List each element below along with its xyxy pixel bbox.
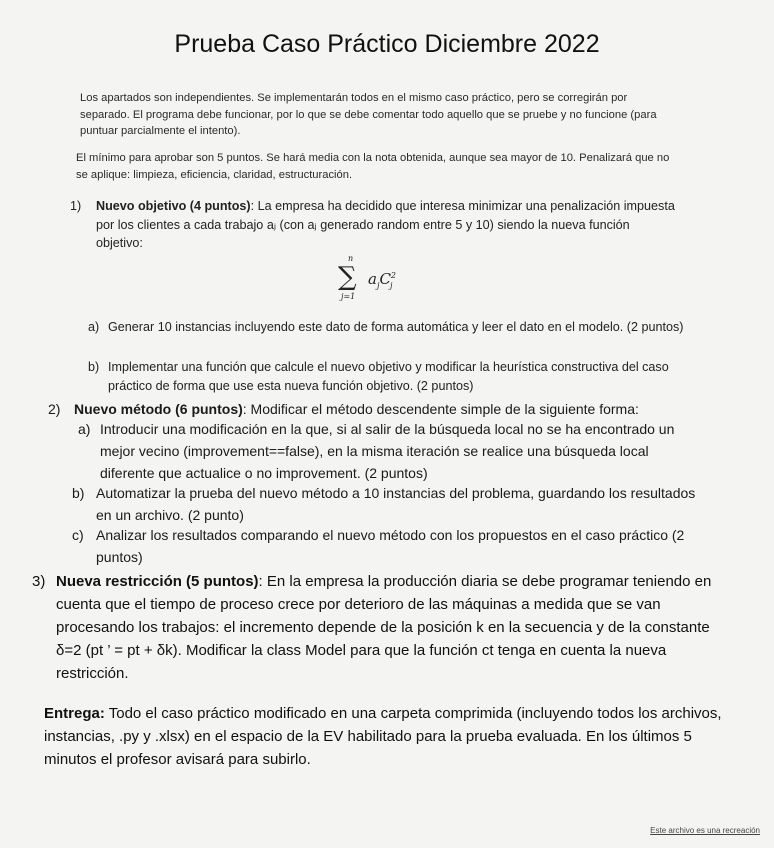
- q2-heading: Nuevo método (6 puntos): [74, 401, 243, 417]
- sum-upper-limit: n: [348, 254, 354, 263]
- q3-text: : En la empresa la producción diaria se debe programar teniendo en cuenta que el tiempo de proceso crece por deterioro de las máquinas a medida que se van procesando los trabajos: el incremento depende de la posición k en la secuencia y de la constante δ=2 (pt ’ = pt + δk). Modificar la class Model para que la función ct tenga en cuenta la nueva restricción.: [56, 573, 712, 682]
- q3-heading: Nueva restricción (5 puntos): [56, 573, 259, 590]
- q1b-label: b): [88, 360, 100, 374]
- delivery-heading: Entrega:: [44, 705, 105, 722]
- delivery-text: Todo el caso práctico modificado en una carpeta comprimida (incluyendo todos los archivos, instancias, .py y .xlsx) en el espacio de la EV habilitado para la prueba evaluada. En los últimos 5 minutos el profesor avisará para subirlo.: [44, 705, 722, 768]
- delivery-paragraph: [44, 702, 734, 771]
- footer-note: Este archivo es una recreación: [650, 826, 760, 835]
- q2c-text: Analizar los resultados comparando el nuevo método con los propuestos en el caso práctico (2 puntos): [96, 527, 685, 565]
- q2c-label: c): [72, 527, 84, 543]
- sum-lower-limit: j=1: [341, 292, 356, 301]
- q2a-label: a): [78, 421, 91, 437]
- q1a-label: a): [88, 320, 100, 334]
- q2-statement: [74, 398, 704, 420]
- q2-number: 2): [48, 401, 61, 417]
- q3-statement: [56, 570, 718, 685]
- q1-heading: Nuevo objetivo (4 puntos): [96, 199, 251, 213]
- intro-paragraph-1: Los apartados son independientes. Se implementarán todos en el mismo caso práctico, pero se corregirán por separado. El programa debe funcionar, por lo que se debe comentar todo aquello que se pruebe y no funcione (para puntuar parcialmente el intento).: [80, 92, 657, 137]
- q1-text: : La empresa ha decidido que interesa minimizar una penalización impuesta por los clientes a cada trabajo aⱼ (con aⱼ generado random entre 5 y 10) siendo la nueva función objetivo:: [96, 199, 675, 250]
- q2b-text: Automatizar la prueba del nuevo método a 10 instancias del problema, guardando los resultados en un archivo. (2 punto): [96, 485, 696, 523]
- q1a-text: Generar 10 instancias incluyendo este dato de forma automática y leer el dato en el modelo. (2 puntos): [108, 320, 684, 334]
- q1-number: 1): [70, 199, 82, 213]
- q1-statement: [96, 197, 676, 253]
- q2-text: : Modificar el método descendente simple de la siguiente forma:: [242, 401, 639, 417]
- sum-symbol: ∑: [338, 262, 357, 292]
- q2b-label: b): [72, 485, 85, 501]
- intro-paragraph-2: El mínimo para aprobar son 5 puntos. Se hará media con la nota obtenida, aunque sea mayor de 10. Penalizará que no se aplique: limpieza, eficiencia, claridad, estructuración.: [76, 152, 670, 181]
- objective-formula: [338, 254, 428, 306]
- q1b-text: Implementar una función que calcule el nuevo objetivo y modificar la heurística constructiva del caso práctico de forma que use esta nueva función objetivo. (2 puntos): [108, 360, 669, 393]
- q2a-text: Introducir una modificación en la que, si al salir de la búsqueda local no se ha encontrado un mejor vecino (improvement==false), en la misma iteración se realice una búsqueda local diferente que actualice o no improvement. (2 puntos): [100, 421, 675, 481]
- page-title: Prueba Caso Práctico Diciembre 2022: [174, 30, 600, 58]
- formula-expression: $a_jC^2_j$: [368, 270, 397, 290]
- q3-number: 3): [32, 573, 46, 590]
